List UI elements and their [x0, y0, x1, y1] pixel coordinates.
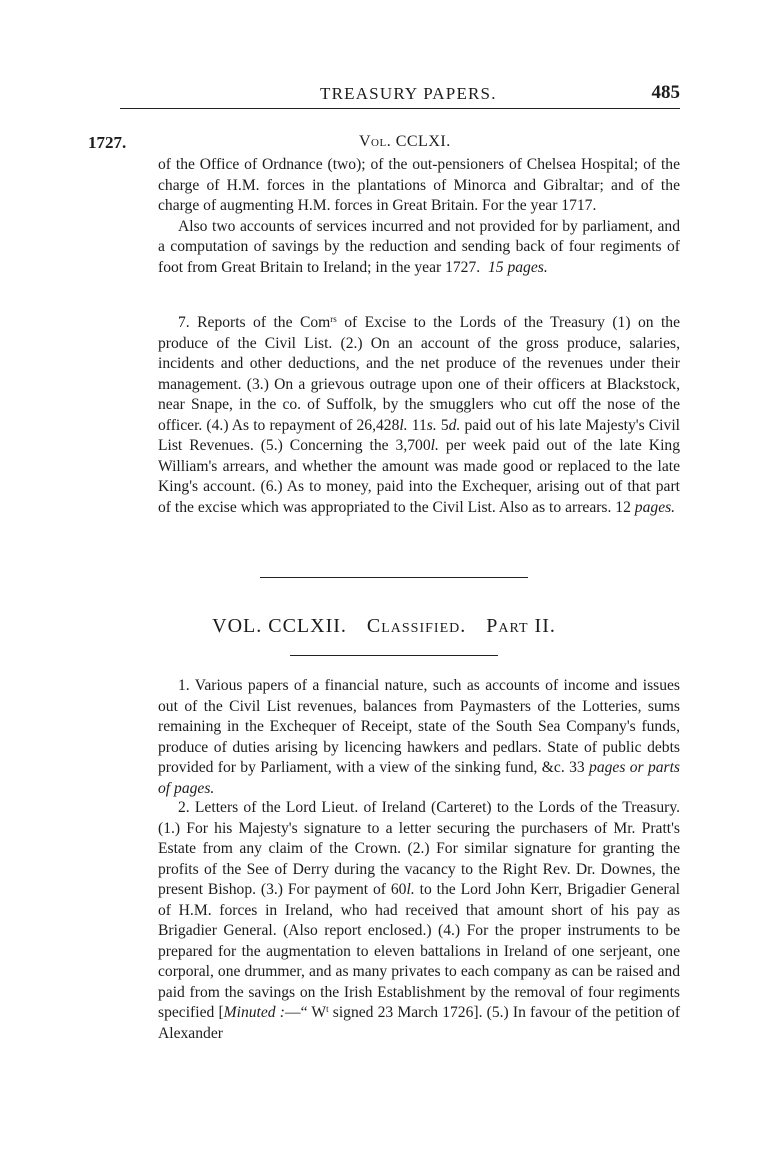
- section-classified: Classified.: [366, 615, 467, 637]
- continuation-paragraph: [158, 155, 680, 278]
- item-2-text-c: signed 23 March 1726]. (5.) In favour of the petition of Alexander: [158, 1004, 681, 1042]
- item-7-text-d: per week paid out of the late King William's arrears, and whether the amount was made good or replaced to the late King's account. (6.) As to money, paid into the Exchequer, arising out of that part of the excise which was appropriated to the Civil List. Also as to arrears. 12: [158, 437, 680, 516]
- item-7-paragraph: [158, 313, 680, 518]
- amount-unit: l.: [406, 881, 415, 898]
- amount-unit: d.: [448, 416, 461, 434]
- item-7-text-c: paid out of his late Majesty's Civil List Revenues. (5.) Concerning the 3,700: [158, 416, 680, 454]
- item-1-text: 1. Various papers of a financial nature, such as accounts of income and issues out of the Civil List revenues, balances from Paymasters of the Lotteries, sums remaining in the Exchequer of Receipt, state of the South Sea Company's funds, produce of duties arising by licencing hawkers and pedlars. State of public debts provided for by Parliament, with a view of the sinking fund, &c. 33: [158, 677, 680, 776]
- amount-unit: s.: [426, 416, 437, 434]
- item-2-text-b: to the Lord John Kerr, Brigadier General of H.M. forces in Ireland, who had received that amount short of his pay as Brigadier General. (Also report enclosed.) (4.) For the proper instruments to be prepared for the augmentation to eleven battalions in Ireland of one serjeant, one corporal, one drummer, and as many privates to each company as can be raised and paid from the savings on the Irish Establishment by the removal of four regiments specified [: [158, 881, 680, 1021]
- minuted-label: Minuted :: [223, 1004, 285, 1021]
- running-title: TREASURY PAPERS.: [320, 84, 497, 103]
- page-count: 15 pages.: [487, 258, 548, 276]
- page-count: pages.: [634, 498, 676, 516]
- item-7-text-b: of Excise to the Lords of the Treasury (1) on the produce of the Civil List. (2.) On an account of the gross produce, salaries, incidents and other deductions, and the net produce of the revenues under their management. (3.) On a grievous outrage upon one of their officers at Blackstock, near Snape, in the co. of Suffolk, by the smugglers who cut off the nose of the officer. (4.) As to repayment of 26,428: [158, 314, 681, 434]
- item-2-paragraph: [158, 798, 680, 1044]
- amount-unit: l.: [430, 437, 439, 454]
- also-text: Also two accounts of services incurred and not provided for by parliament, and a computation of savings by the reduction and sending back of four regiments of foot from Great Britain to Ireland; in the year 1727.: [158, 217, 680, 276]
- section-vol: VOL. CCLXII.: [212, 615, 347, 637]
- running-header: [120, 82, 680, 109]
- item-2-sup: t: [326, 1004, 329, 1014]
- item-7-text-a: 7. Reports of the Com: [178, 314, 331, 331]
- amount-part: 5: [436, 416, 449, 434]
- amount-part: 11: [407, 416, 427, 434]
- item-1-paragraph: [158, 676, 680, 799]
- item-2-text-a: 2. Letters of the Lord Lieut. of Ireland (Carteret) to the Lords of the Treasury. (1.) For his Majesty's signature to a letter securing the purchasers of Mr. Pratt's Estate from any claim of the Crown. (2.) For similar signature for granting the profits of the See of Derry during the vacancy to the Right Rev. Dr. Downes, the present Bishop. (3.) For payment of 60: [158, 799, 680, 898]
- section-part: Part II.: [486, 615, 556, 637]
- page-number: 485: [651, 82, 680, 103]
- quote-open: —“ W: [284, 1004, 327, 1021]
- margin-year: 1727.: [88, 133, 127, 152]
- also-accounts-paragraph: [158, 217, 680, 279]
- section-title: [0, 615, 768, 638]
- section-divider: [260, 577, 528, 578]
- title-underline: [290, 655, 498, 656]
- page-count: pages or parts of pages.: [158, 759, 681, 797]
- continuation-text: of the Office of Ordnance (two); of the out-pensioners of Chelsea Hospital; of the charge of H.M. forces in the plantations of Minorca and Gibraltar; and of the charge of augmenting H.M. forces in Great Britain. For the year 1717.: [158, 156, 680, 214]
- item-7-sup: rs: [330, 314, 337, 324]
- amount-unit: l.: [399, 416, 408, 434]
- volume-heading: Vol. CCLXI.: [359, 133, 451, 150]
